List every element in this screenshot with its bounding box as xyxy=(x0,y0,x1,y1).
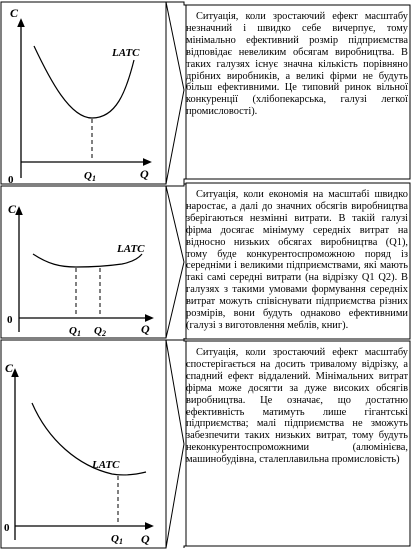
panel-1-x-label: Q xyxy=(140,167,149,181)
panel-2-description: Ситуація, коли економія на масштабі швидко наростає, а далі до значних обсягів виробництва зберігаються незмінні витрати. В такій галузі фірма досягає мінімуму середніх витрат на відносно низьких обсягах виробництва (Q1), тому буде конкурентоспроможною поряд із середніми і великими підприємствами, які мають такі самі середні витрати (на відрізку Q1 Q2). В галузях з такими умовами формування середніх витрат можуть співіснувати підприємства різних розмірів, вони будуть однаково ефективними (галузі з виготовлення меблів, книг). xyxy=(186,189,408,331)
panel-2-graph-frame xyxy=(1,186,166,338)
panel-3-graph-frame xyxy=(1,340,166,548)
panel-3-arrow-bracket xyxy=(166,340,186,548)
panel-1-q1-label: Q1 xyxy=(84,170,96,183)
panel-2-curve-label: LATC xyxy=(117,243,145,255)
panel-3-x-label: Q xyxy=(141,532,150,546)
panel-2-origin: 0 xyxy=(7,314,13,326)
panel-2-y-label: C xyxy=(8,202,17,216)
panel-2-x-label: Q xyxy=(141,322,150,336)
panel-1-curve-label: LATC xyxy=(112,47,140,59)
panel-2-q1-label: Q1 xyxy=(69,325,81,338)
panel-2-arrow-bracket xyxy=(166,184,186,339)
panel-1-y-label: C xyxy=(10,6,19,20)
panel-3-q1-label: Q1 xyxy=(111,533,123,546)
panel-1-graph-frame xyxy=(1,2,166,184)
panel-2-latc-curve xyxy=(33,254,142,267)
panel-3-y-label: C xyxy=(5,361,14,375)
panel-3-chevron xyxy=(166,340,184,548)
panel-1-origin: 0 xyxy=(8,174,14,186)
panel-3-origin: 0 xyxy=(4,522,10,534)
panel-3-latc-curve xyxy=(32,403,146,475)
panel-1-chevron xyxy=(166,2,184,184)
panel-1-description: Ситуація, коли зростаючий ефект масштабу незначний і швидко себе вичерпує, тому мінімально ефективний розмір підприємства відповідає невеликим обсягам виробництва. В таких галузях існує значна кількість порівняно дрібних виробників, а великі фірми не будуть більш ефективними. Це типовий ринок вільної конкуренції (хлібопекарська, галузі легкої промисловості). xyxy=(186,11,408,118)
panel-3-description: Ситуація, коли зростаючий ефект масштабу спостерігається на досить тривалому відрізку, а спадний ефект віддалений. Мінімальних витрат фірма може досягти за дуже високих обсягів виробництва. Це означає, що достатню ефективність матимуть лише гігантські підприємства; малі підприємства не зможуть забезпечити таких низьких витрат, тому будуть неконкурентоспроможними (алюмінієва, машинобудівна, сталеплавильна промисловість) xyxy=(186,347,408,466)
panel-3-curve-label: LATC xyxy=(92,459,120,471)
panel-2-q2-label: Q2 xyxy=(94,325,106,338)
panel-2-chevron xyxy=(166,186,184,338)
